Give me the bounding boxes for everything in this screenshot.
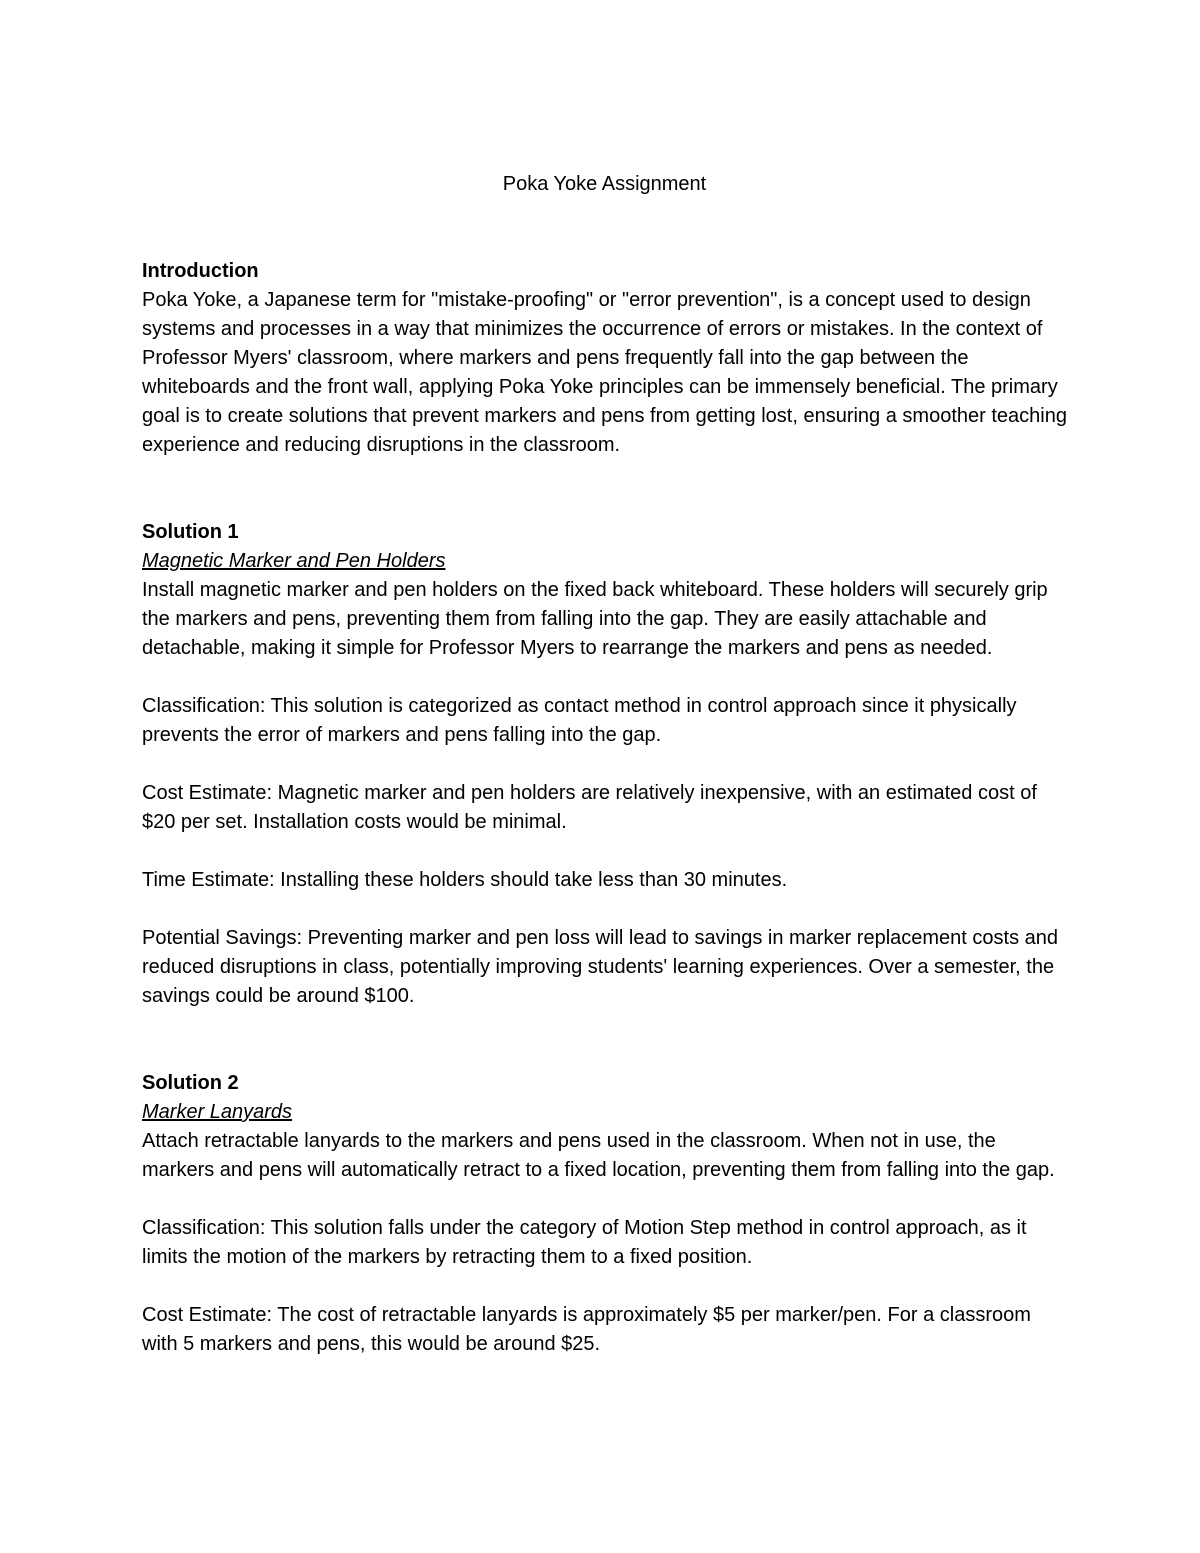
solution-1-time-estimate: Time Estimate: Installing these holders should take less than 30 minutes. (142, 869, 788, 891)
solution-1-description: Install magnetic marker and pen holders on the fixed back whiteboard. These holders will securely grip the markers and pens, preventing them from falling into the gap. They are easily attachable and detachable, making it simple for Professor Myers to rearrange the markers and pens as needed. (142, 579, 1048, 659)
introduction-section (142, 257, 1067, 460)
solution-1-section (142, 518, 1067, 1011)
document-title: Poka Yoke Assignment (502, 173, 707, 195)
solution-1-classification: Classification: This solution is categorized as contact method in control approach since it physically prevents the error of markers and pens falling into the gap. (142, 695, 1017, 746)
solution-1-cost-estimate: Cost Estimate: Magnetic marker and pen holders are relatively inexpensive, with an estimated cost of $20 per set. Installation costs would be minimal. (142, 782, 1037, 833)
solution-1-heading: Solution 1 (142, 521, 239, 543)
introduction-body: Poka Yoke, a Japanese term for "mistake-proofing" or "error prevention", is a concept used to design systems and processes in a way that minimizes the occurrence of errors or mistakes. In the context of Professor Myers' classroom, where markers and pens frequently fall into the gap between the whiteboards and the front wall, applying Poka Yoke principles can be immensely beneficial. The primary goal is to create solutions that prevent markers and pens from getting lost, ensuring a smoother teaching experience and reducing disruptions in the classroom. (142, 289, 1067, 456)
solution-1-potential-savings: Potential Savings: Preventing marker and pen loss will lead to savings in marker replacement costs and reduced disruptions in class, potentially improving students' learning experiences. Over a semester, the savings could be around $100. (142, 927, 1059, 1007)
document-page (142, 170, 1067, 1359)
solution-1-subtitle: Magnetic Marker and Pen Holders (142, 550, 446, 572)
solution-2-heading: Solution 2 (142, 1072, 239, 1094)
introduction-heading: Introduction (142, 260, 259, 282)
solution-2-section (142, 1069, 1067, 1359)
solution-2-classification: Classification: This solution falls under the category of Motion Step method in control approach, as it limits the motion of the markers by retracting them to a fixed position. (142, 1217, 1027, 1268)
solution-2-description: Attach retractable lanyards to the markers and pens used in the classroom. When not in use, the markers and pens will automatically retract to a fixed location, preventing them from falling into the gap. (142, 1130, 1055, 1181)
section-spacer (142, 460, 1067, 518)
solution-2-subtitle: Marker Lanyards (142, 1101, 293, 1123)
section-spacer (142, 1011, 1067, 1069)
solution-2-cost-estimate: Cost Estimate: The cost of retractable lanyards is approximately $5 per marker/pen. For a classroom with 5 markers and pens, this would be around $25. (142, 1304, 1031, 1355)
